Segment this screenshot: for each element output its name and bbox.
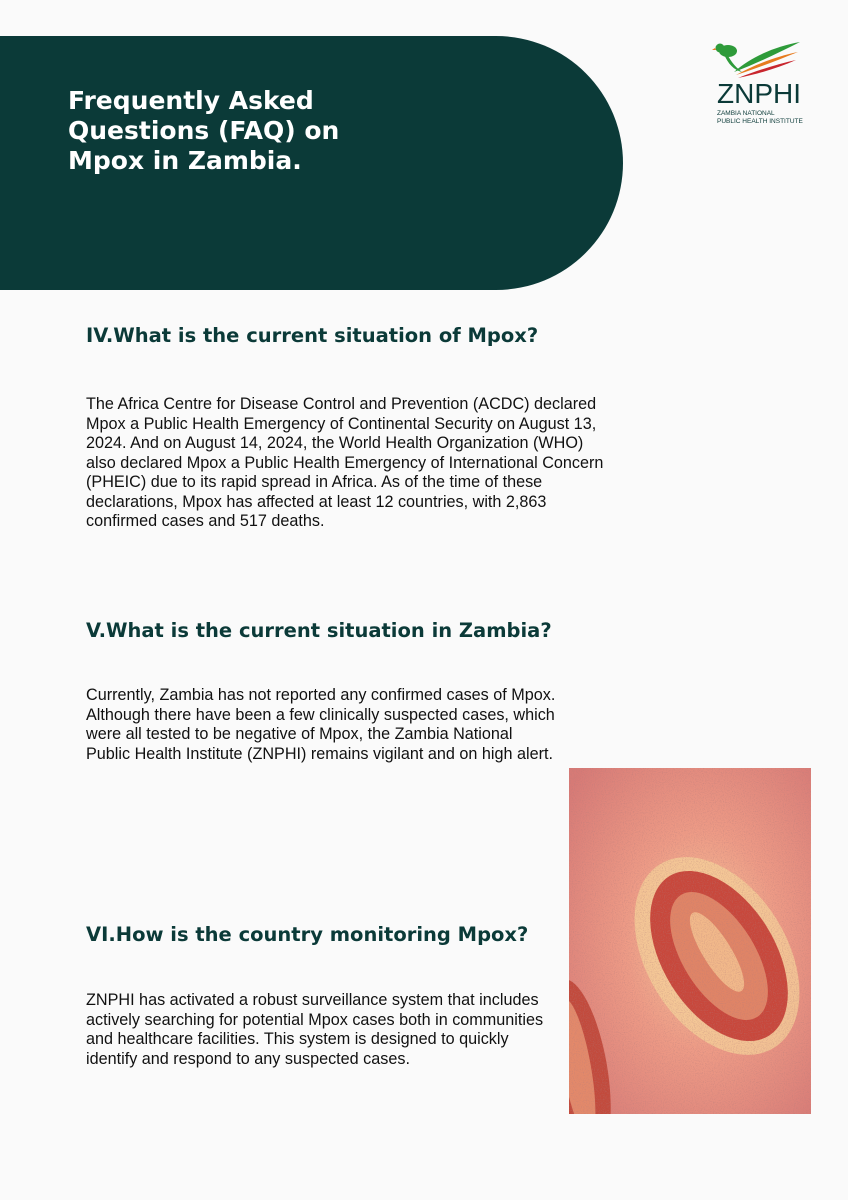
logo-subtitle	[717, 110, 817, 126]
section-body: The Africa Centre for Disease Control and Prevention (ACDC) declared Mpox a Public Health Emergency of Continental Security on August 13, 2024. And on August 14, 2024, the World Health Organization (WHO) also declared Mpox a Public Health Emergency of International Concern (PHEIC) due to its rapid spread in Africa. As of the time of these declarations, Mpox has affected at least 12 countries, with 2,863 confirmed cases and 517 deaths.	[86, 395, 604, 530]
section-heading: VI.How is the country monitoring Mpox?	[86, 923, 529, 946]
section-heading: V.What is the current situation in Zambia?	[86, 619, 552, 642]
page-title: Frequently Asked Questions (FAQ) on Mpox in Zambia.	[68, 86, 340, 175]
znphi-logo	[712, 38, 812, 134]
logo-subtitle-line-2: PUBLIC HEALTH INSTITUTE	[717, 118, 803, 125]
mpox-virus-image	[569, 768, 811, 1114]
logo-subtitle-line-1: ZAMBIA NATIONAL	[717, 110, 775, 117]
section-body: Currently, Zambia has not reported any confirmed cases of Mpox. Although there have been a few clinically suspected cases, which were all tested to be negative of Mpox, the Zambia National Public Health Institute (ZNPHI) remains vigilant and on high alert.	[86, 686, 556, 763]
bird-icon	[712, 38, 812, 80]
section-body: ZNPHI has activated a robust surveillance system that includes actively searching for potential Mpox cases both in communities and healthcare facilities. This system is designed to quickly identify and respond to any suspected cases.	[86, 991, 544, 1068]
logo-wordmark: ZNPHI	[717, 78, 801, 109]
section-heading: IV.What is the current situation of Mpox?	[86, 324, 539, 347]
